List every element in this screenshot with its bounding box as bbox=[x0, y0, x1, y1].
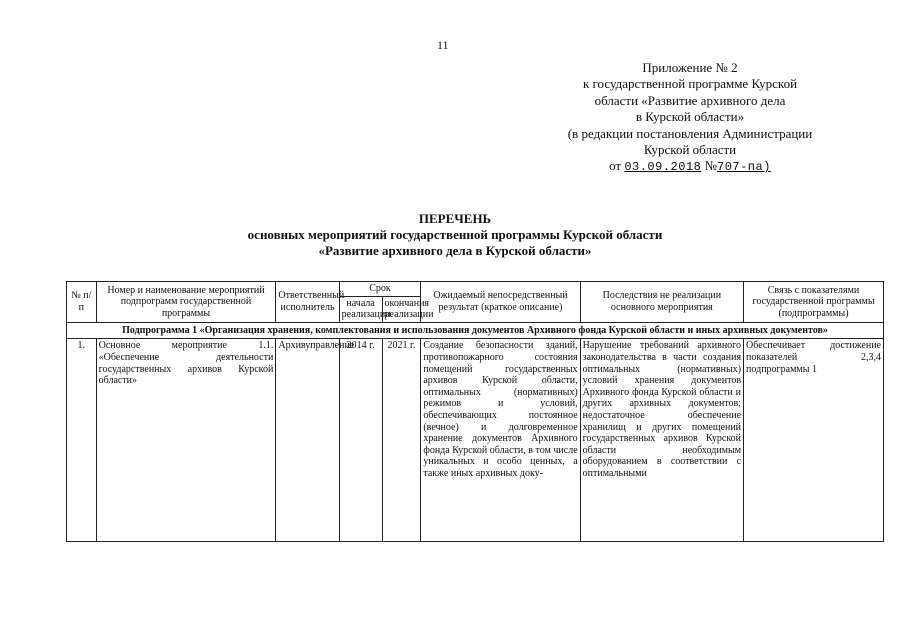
title-line: ПЕРЕЧЕНЬ bbox=[418, 211, 492, 226]
appendix-line: к государственной программе Курской bbox=[582, 76, 798, 92]
appendix-line: области «Развитие архивного дела bbox=[594, 92, 786, 108]
cell-start: 2014 г. bbox=[339, 339, 382, 542]
header-end: окончания реализации bbox=[382, 296, 421, 322]
cell-consequences: Нарушение требований архивного законодательства в части создания оптимальных (нормативных) условий хранения документов Архивного фонда Курской области и других архивных документов; недостаточное обеспечение хранилищ и других помещений государственных архивов Курской области необходимым оборудованием в соответствии с оптимальными bbox=[580, 339, 743, 542]
header-expected-result: Ожидаемый непосредственный результат (краткое описание) bbox=[421, 282, 580, 323]
header-link: Связь с показателями государственной программы (подпрограммы) bbox=[744, 282, 884, 323]
cell-link: Обеспечивает достижение показателей 2,3,4 подпрограммы 1 bbox=[744, 339, 884, 542]
appendix-line: (в редакции постановления Администрации bbox=[567, 125, 813, 141]
cell-end: 2021 г. bbox=[382, 339, 421, 542]
appendix-line: Курской области bbox=[643, 142, 737, 158]
header-name: Номер и наименование мероприятий подпрограмм государственной программы bbox=[96, 282, 276, 323]
title-line: основных мероприятий государственной программы Курской области bbox=[247, 227, 663, 242]
page-number: 11 bbox=[437, 38, 449, 52]
title-line: «Развитие архивного дела в Курской области» bbox=[318, 243, 592, 258]
cell-name: Основное мероприятие 1.1. «Обеспечение деятельности государственных архивов Курской области» bbox=[96, 339, 276, 542]
number-prefix: № bbox=[704, 158, 717, 174]
resolution-date: 03.09.2018 bbox=[624, 160, 702, 175]
header-term: Срок bbox=[339, 282, 421, 297]
appendix-date-line bbox=[520, 158, 860, 175]
header-responsible: Ответственный исполнитель bbox=[276, 282, 339, 323]
table-row bbox=[67, 339, 884, 542]
cell-num: 1. bbox=[67, 339, 97, 542]
appendix-block bbox=[520, 60, 860, 176]
appendix-line: в Курской области» bbox=[635, 109, 745, 125]
resolution-number: 707-па) bbox=[717, 160, 771, 175]
appendix-line: Приложение № 2 bbox=[642, 60, 738, 75]
cell-expected-result: Создание безопасности зданий, противопожарного состояния помещений государственных архивов Курской области, оптимальных (нормативных) режимов и условий, обеспечивающих постоянное (вечное) и долговременное хранение документов Архивного фонда Курской области, в том числе уникальных и особо ценных, а также иных архивных доку- bbox=[421, 339, 580, 542]
header-consequences: Последствия не реализации основного мероприятия bbox=[580, 282, 743, 323]
header-start: начала реализации bbox=[339, 296, 382, 322]
cell-responsible: Архивуправление bbox=[276, 339, 339, 542]
document-title bbox=[120, 211, 790, 259]
measures-table bbox=[66, 281, 884, 542]
subprogram-title: Подпрограмма 1 «Организация хранения, комплектования и использования документов Архивного фонда Курской области и иных архивных документов» bbox=[67, 322, 884, 339]
header-num: № п/п bbox=[67, 282, 97, 323]
date-prefix: от bbox=[609, 158, 622, 174]
